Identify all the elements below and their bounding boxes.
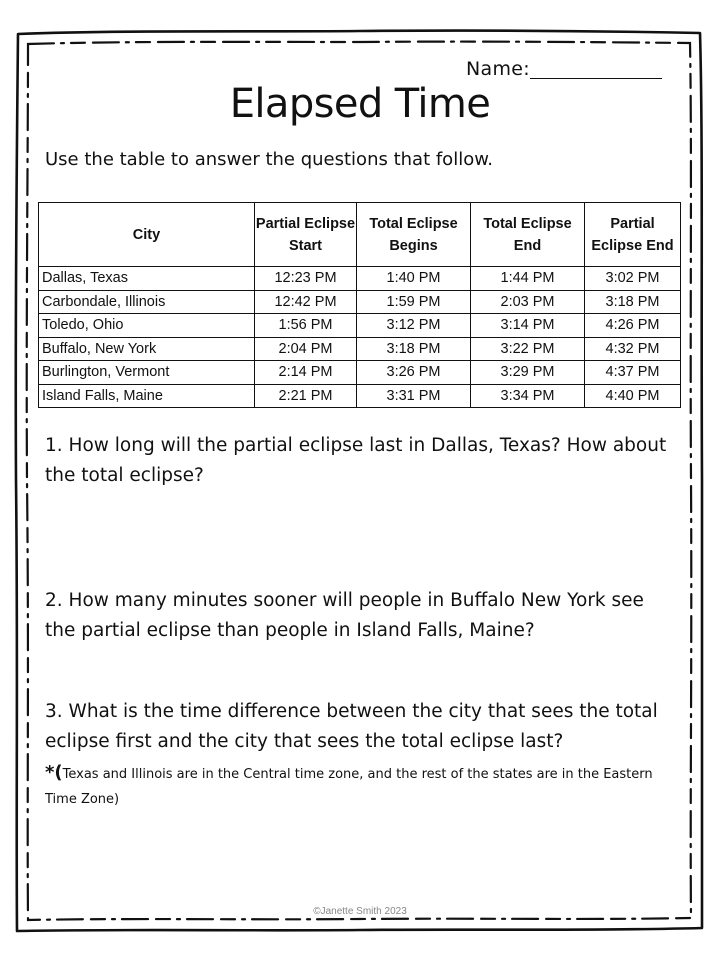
page-title: Elapsed Time (229, 81, 491, 127)
name-label: Name: (466, 58, 530, 80)
time-cell: 1:44 PM (471, 267, 585, 291)
table-row (39, 314, 681, 338)
table-row (39, 384, 681, 408)
table-row (39, 361, 681, 385)
time-cell: 3:22 PM (471, 337, 585, 361)
time-cell: 2:21 PM (255, 384, 357, 408)
time-cell: 3:18 PM (357, 337, 471, 361)
city-cell: Buffalo, New York (39, 337, 255, 361)
question-1: 1. How long will the partial eclipse last in Dallas, Texas? How about the total eclipse? (45, 435, 667, 486)
time-cell: 12:23 PM (255, 267, 357, 291)
time-cell: 3:29 PM (471, 361, 585, 385)
time-cell: 3:18 PM (585, 290, 681, 314)
time-cell: 1:40 PM (357, 267, 471, 291)
time-cell: 3:26 PM (357, 361, 471, 385)
city-cell: Burlington, Vermont (39, 361, 255, 385)
instructions: Use the table to answer the questions that follow. (45, 149, 494, 170)
question-3: 3. What is the time difference between the city that sees the total eclipse first and the city that sees the total eclipse last? (45, 701, 658, 752)
time-cell: 4:32 PM (585, 337, 681, 361)
city-cell: Dallas, Texas (39, 267, 255, 291)
city-cell: Carbondale, Illinois (39, 290, 255, 314)
time-cell: 4:26 PM (585, 314, 681, 338)
table-header-row (39, 203, 681, 267)
copyright: ©Janette Smith 2023 (313, 906, 407, 917)
header-total-eclipse-end: Total Eclipse End (471, 203, 585, 267)
time-cell: 2:04 PM (255, 337, 357, 361)
time-cell: 1:59 PM (357, 290, 471, 314)
time-cell: 3:02 PM (585, 267, 681, 291)
table-row (39, 337, 681, 361)
table-row (39, 290, 681, 314)
name-field-line[interactable] (530, 78, 662, 79)
header-total-eclipse-begins: Total Eclipse Begins (357, 203, 471, 267)
time-cell: 12:42 PM (255, 290, 357, 314)
city-cell: Toledo, Ohio (39, 314, 255, 338)
table-row (39, 267, 681, 291)
time-cell: 2:03 PM (471, 290, 585, 314)
time-cell: 1:56 PM (255, 314, 357, 338)
eclipse-times-table (38, 202, 681, 408)
time-cell: 4:37 PM (585, 361, 681, 385)
time-zone-note (45, 760, 675, 812)
note-text: Texas and Illinois are in the Central time zone, and the rest of the states are in the Eastern Time Zone) (45, 767, 653, 807)
time-cell: 4:40 PM (585, 384, 681, 408)
time-cell: 3:14 PM (471, 314, 585, 338)
time-cell: 3:34 PM (471, 384, 585, 408)
note-marker: *( (45, 762, 63, 783)
time-cell: 2:14 PM (255, 361, 357, 385)
header-partial-eclipse-start: Partial Eclipse Start (255, 203, 357, 267)
time-cell: 3:31 PM (357, 384, 471, 408)
question-2: 2. How many minutes sooner will people in Buffalo New York see the partial eclipse than people in Island Falls, Maine? (45, 590, 644, 641)
header-city: City (39, 203, 255, 267)
header-partial-eclipse-end: Partial Eclipse End (585, 203, 681, 267)
time-cell: 3:12 PM (357, 314, 471, 338)
city-cell: Island Falls, Maine (39, 384, 255, 408)
